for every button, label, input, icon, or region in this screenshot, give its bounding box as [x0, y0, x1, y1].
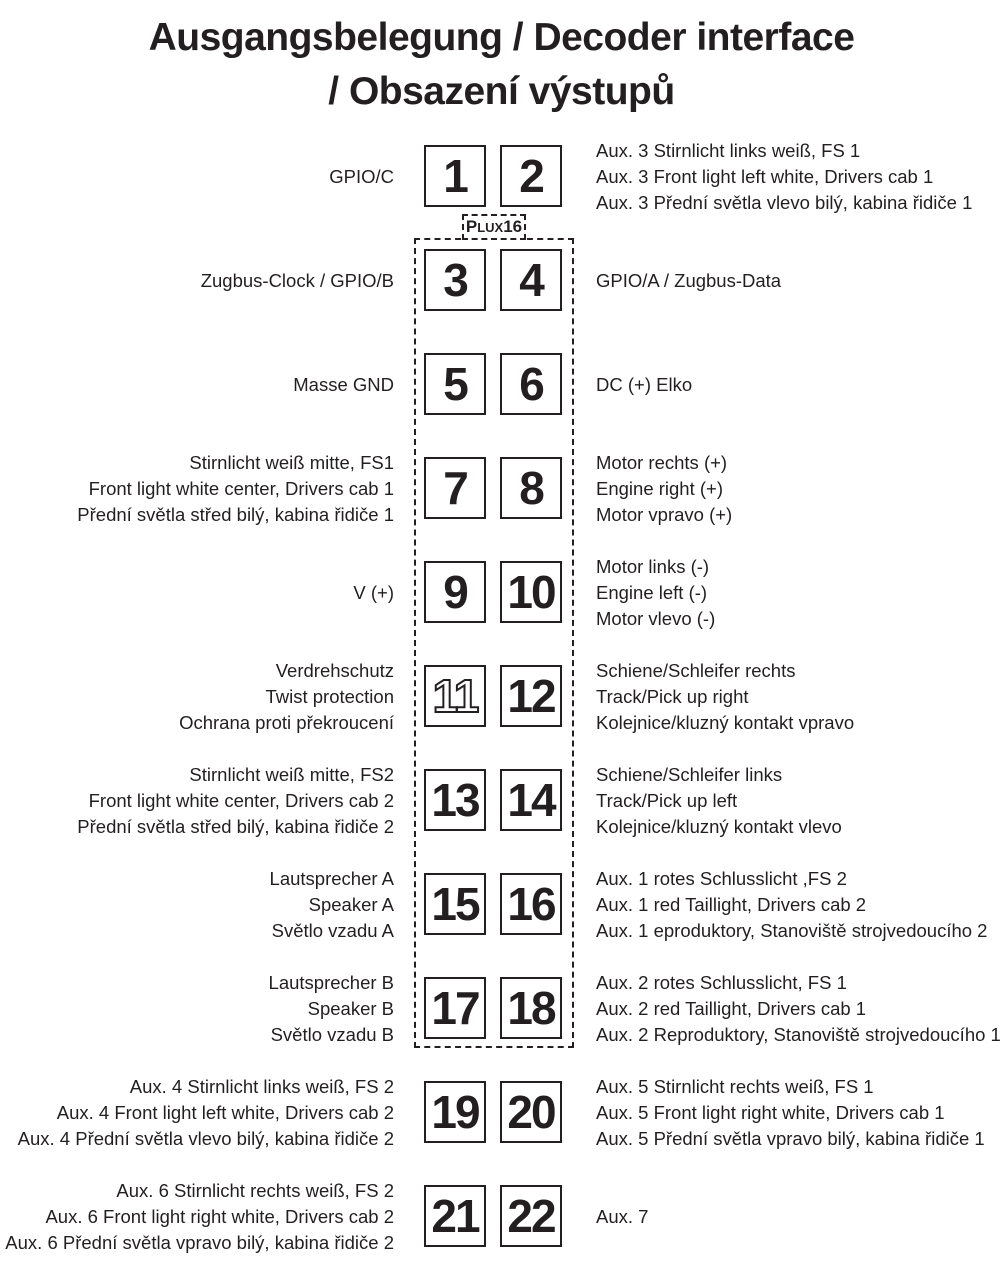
- pin-number-box: 18: [500, 977, 562, 1039]
- right-pin-description: [596, 1204, 648, 1230]
- plux16-label-smallcaps: LUX: [477, 220, 504, 235]
- description-line: Kolejnice/kluzný kontakt vpravo: [596, 712, 855, 733]
- description-line: Aux. 1 rotes Schlusslicht ,FS 2: [596, 868, 847, 889]
- pin-number-box: 8: [500, 457, 562, 519]
- left-pin-description: [269, 970, 394, 1048]
- pin-number-box: 3: [424, 249, 486, 311]
- description-line: Aux. 6 Přední světla vpravo bilý, kabina řidiče 2: [5, 1232, 394, 1253]
- plux16-label: [462, 214, 526, 240]
- description-line: Ochrana proti překroucení: [179, 712, 394, 733]
- description-line: Aux. 2 rotes Schlusslicht, FS 1: [596, 972, 847, 993]
- pin-number-box: 4: [500, 249, 562, 311]
- description-line: Front light white center, Drivers cab 2: [88, 790, 394, 811]
- description-line: Aux. 3 Stirnlicht links weiß, FS 1: [596, 140, 861, 161]
- description-line: Stirnlicht weiß mitte, FS1: [189, 452, 394, 473]
- pin-number-box: 21: [424, 1185, 486, 1247]
- pin-number-box: 1: [424, 145, 486, 207]
- pin-number-box: 20: [500, 1081, 562, 1143]
- description-line: Zugbus-Clock / GPIO/B: [200, 270, 394, 291]
- description-line: Aux. 7: [596, 1206, 649, 1227]
- description-line: Aux. 4 Front light left white, Drivers cab 2: [56, 1102, 394, 1123]
- pin-row: [0, 140, 1003, 213]
- left-pin-description: [270, 866, 394, 944]
- description-line: Kolejnice/kluzný kontakt vlevo: [596, 816, 842, 837]
- description-line: Twist protection: [265, 686, 394, 707]
- pin-number-box: 22: [500, 1185, 562, 1247]
- description-line: Track/Pick up left: [596, 790, 738, 811]
- right-pin-description: [596, 1074, 985, 1152]
- plux16-label-initial: P: [465, 217, 478, 236]
- description-line: Aux. 1 eproduktory, Stanoviště strojvedoucího 2: [596, 920, 988, 941]
- description-line: DC (+) Elko: [596, 374, 693, 395]
- pin-number-box: 11: [424, 665, 486, 727]
- pin-row: [0, 1076, 1003, 1149]
- description-line: Aux. 2 red Taillight, Drivers cab 1: [596, 998, 867, 1019]
- right-pin-description: [596, 866, 987, 944]
- description-line: Přední světla střed bilý, kabina řidiče 1: [77, 504, 394, 525]
- left-pin-description: [353, 580, 394, 606]
- description-line: Motor links (-): [596, 556, 710, 577]
- description-line: Speaker B: [307, 998, 394, 1019]
- pin-number-box: 15: [424, 873, 486, 935]
- description-line: Aux. 3 Přední světla vlevo bilý, kabina řidiče 1: [596, 192, 973, 213]
- pin-number-box: 7: [424, 457, 486, 519]
- description-line: Engine right (+): [596, 478, 723, 499]
- description-line: Schiene/Schleifer rechts: [596, 660, 796, 681]
- left-pin-description: [329, 164, 394, 190]
- description-line: Schiene/Schleifer links: [596, 764, 783, 785]
- left-pin-description: [77, 762, 394, 840]
- pin-row: [0, 972, 1003, 1045]
- description-line: Aux. 4 Přední světla vlevo bilý, kabina řidiče 2: [17, 1128, 394, 1149]
- pin-row: [0, 249, 1003, 313]
- pin-number-box: 13: [424, 769, 486, 831]
- description-line: Světlo vzadu A: [271, 920, 394, 941]
- pin-number-box: 6: [500, 353, 562, 415]
- pin-number-box: 9: [424, 561, 486, 623]
- description-line: Masse GND: [293, 374, 394, 395]
- pin-number-box: 16: [500, 873, 562, 935]
- left-pin-description: [18, 1074, 394, 1152]
- left-pin-description: [77, 450, 394, 528]
- description-line: Aux. 5 Stirnlicht rechts weiß, FS 1: [596, 1076, 874, 1097]
- description-line: Aux. 5 Přední světla vpravo bilý, kabina řidiče 1: [596, 1128, 985, 1149]
- description-line: Motor rechts (+): [596, 452, 728, 473]
- right-pin-description: [596, 138, 972, 216]
- left-pin-description: [293, 372, 394, 398]
- page-title-line-2: / Obsazení výstupů: [328, 70, 675, 113]
- pin-number-box: 10: [500, 561, 562, 623]
- description-line: Lautsprecher A: [269, 868, 394, 889]
- pin-row: [0, 452, 1003, 525]
- right-pin-description: [596, 970, 1001, 1048]
- description-line: Aux. 3 Front light left white, Drivers cab 1: [596, 166, 934, 187]
- right-pin-description: [596, 450, 732, 528]
- pin-row: [0, 764, 1003, 837]
- pin-number-box: 17: [424, 977, 486, 1039]
- pin-row: [0, 660, 1003, 733]
- description-line: Aux. 2 Reproduktory, Stanoviště strojvedoucího 1: [596, 1024, 1001, 1045]
- pin-row: [0, 868, 1003, 941]
- description-line: Aux. 6 Stirnlicht rechts weiß, FS 2: [116, 1180, 394, 1201]
- left-pin-description: [5, 1178, 394, 1256]
- pin-number-box: 19: [424, 1081, 486, 1143]
- left-pin-description: [179, 658, 394, 736]
- description-line: Lautsprecher B: [268, 972, 394, 993]
- pin-number-box: 14: [500, 769, 562, 831]
- page-title-line-1: Ausgangsbelegung / Decoder interface: [148, 16, 855, 59]
- plux16-label-number: 16: [503, 217, 523, 236]
- right-pin-description: [596, 762, 842, 840]
- description-line: Aux. 4 Stirnlicht links weiß, FS 2: [129, 1076, 394, 1097]
- right-pin-description: [596, 554, 715, 632]
- description-line: Aux. 5 Front light right white, Drivers cab 1: [596, 1102, 945, 1123]
- pin-row: [0, 353, 1003, 417]
- pin-number-box: 2: [500, 145, 562, 207]
- description-line: Motor vpravo (+): [596, 504, 733, 525]
- pin-number-box: 5: [424, 353, 486, 415]
- description-line: V (+): [353, 582, 394, 603]
- description-line: Motor vlevo (-): [596, 608, 716, 629]
- right-pin-description: [596, 658, 854, 736]
- right-pin-description: [596, 372, 692, 398]
- description-line: Speaker A: [308, 894, 394, 915]
- right-pin-description: [596, 268, 781, 294]
- description-line: Přední světla střed bilý, kabina řidiče 2: [77, 816, 394, 837]
- description-line: GPIO/C: [329, 166, 394, 187]
- pin-row: [0, 1180, 1003, 1253]
- pin-number-box: 12: [500, 665, 562, 727]
- pin-row: [0, 556, 1003, 629]
- description-line: GPIO/A / Zugbus-Data: [596, 270, 782, 291]
- description-line: Aux. 6 Front light right white, Drivers cab 2: [45, 1206, 394, 1227]
- description-line: Front light white center, Drivers cab 1: [88, 478, 394, 499]
- left-pin-description: [201, 268, 394, 294]
- description-line: Světlo vzadu B: [270, 1024, 394, 1045]
- description-line: Engine left (-): [596, 582, 708, 603]
- description-line: Stirnlicht weiß mitte, FS2: [189, 764, 394, 785]
- description-line: Verdrehschutz: [275, 660, 394, 681]
- description-line: Aux. 1 red Taillight, Drivers cab 2: [596, 894, 867, 915]
- description-line: Track/Pick up right: [596, 686, 749, 707]
